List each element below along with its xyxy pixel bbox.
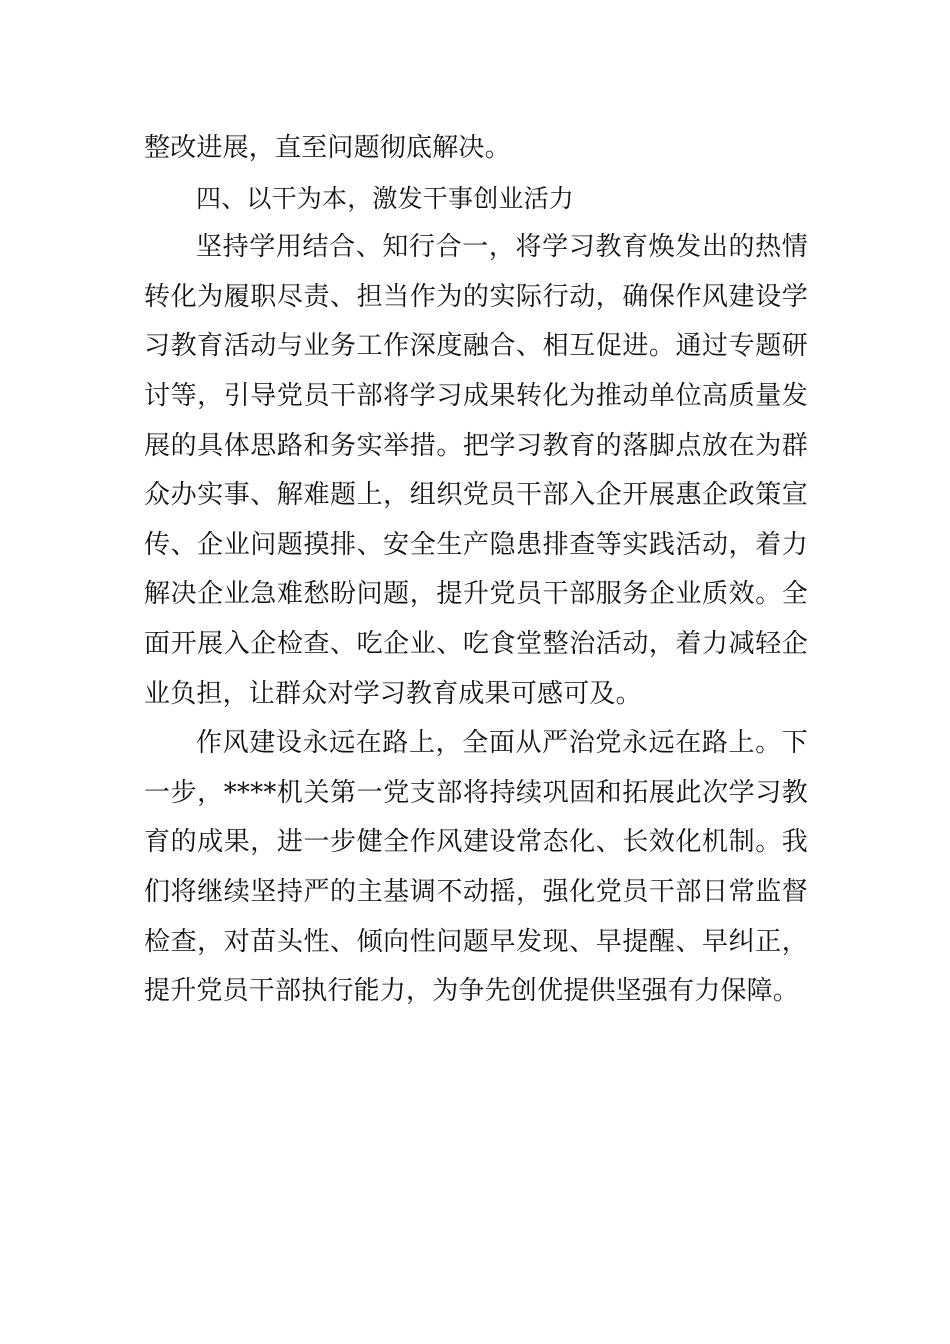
paragraph-conclusion: 作风建设永远在路上，全面从严治党永远在路上。下一步，****机关第一党支部将持续巩固和拓展此次学习教育的成果，进一步健全作风建设常态化、长效化机制。我们将继续坚持严的主基调不动摇，强化党员干部日常监督检查，对苗头性、倾向性问题早发现、早提醒、早纠正，提升党员干部执行能力，为争先创优提供坚强有力保障。 bbox=[144, 728, 808, 1007]
paragraph-learning-practice: 坚持学用结合、知行合一，将学习教育焕发出的热情转化为履职尽责、担当作为的实际行动，确保作风建设学习教育活动与业务工作深度融合、相互促进。通过专题研讨等，引导党员干部将学习成果转化为推动单位高质量发展的具体思路和务实举措。把学习教育的落脚点放在为群众办实事、解难题上，组织党员干部入企开展惠企政策宣传、企业问题摸排、安全生产隐患排查等实践活动，着力解决企业急难愁盼问题，提升党员干部服务企业质效。全面开展入企检查、吃企业、吃食堂整治活动，着力减轻企业负担，让群众对学习教育成果可感可及。 bbox=[144, 232, 808, 709]
document-body bbox=[144, 124, 808, 1017]
paragraph-continuation: 整改进展，直至问题彻底解决。 bbox=[144, 133, 511, 163]
section-heading-4: 四、以干为本，激发干事创业活力 bbox=[196, 183, 575, 213]
